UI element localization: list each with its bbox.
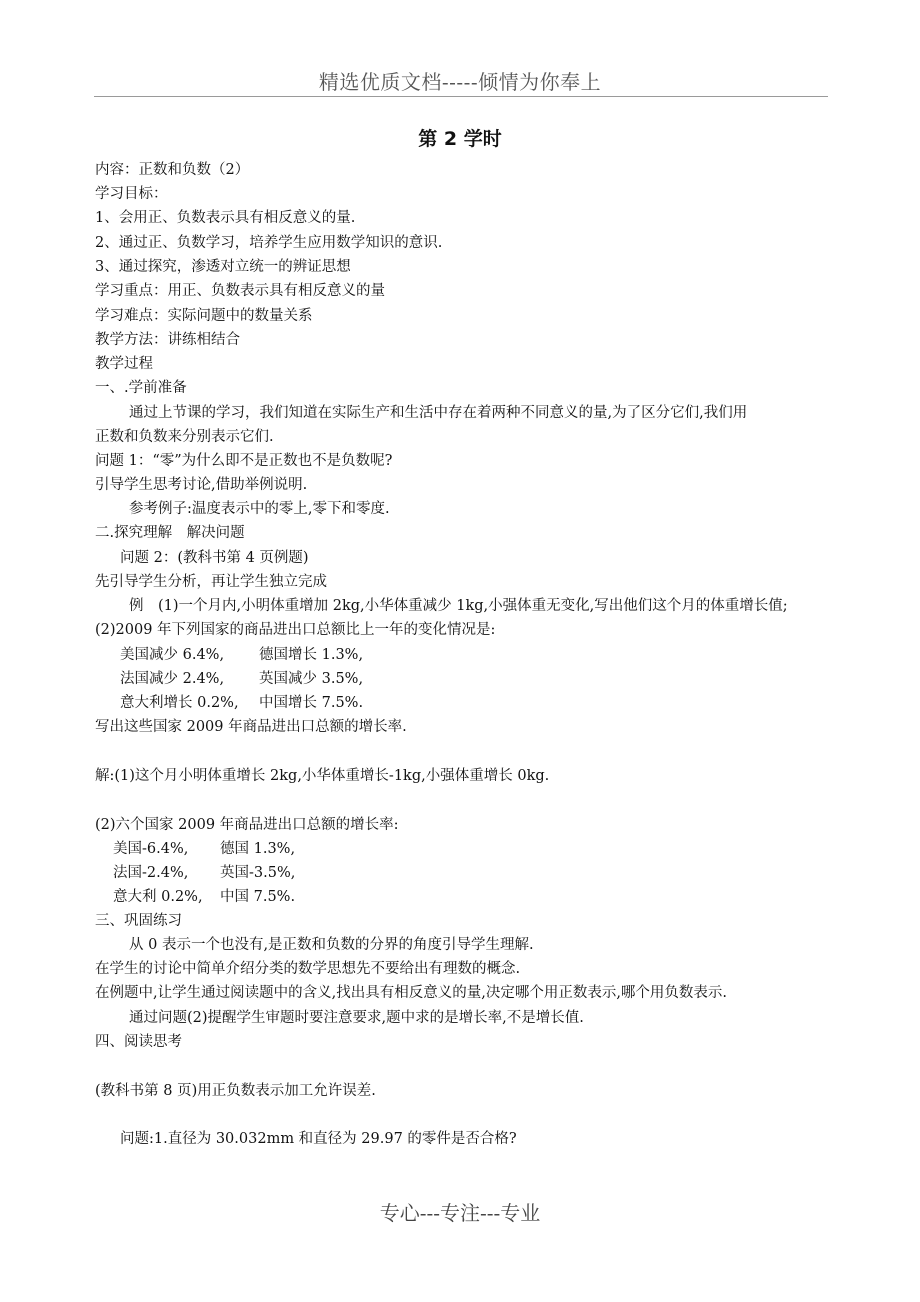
section-1-paragraph-cont: 正数和负数来分别表示它们. xyxy=(95,429,274,445)
change-germany: 德国增长 1.3%, xyxy=(259,647,364,663)
key-point: 学习重点：用正、负数表示具有相反意义的量 xyxy=(95,283,385,299)
guide-2: 先引导学生分析，再让学生独立完成 xyxy=(95,574,327,590)
question-2: 问题 2：(教科书第 4 页例题) xyxy=(120,550,309,566)
section-3-paragraph-1: 从 0 表示一个也没有,是正数和负数的分界的角度引导学生理解. xyxy=(129,937,534,953)
section-3-paragraph-2: 在学生的讨论中简单介绍分类的数学思想先不要给出有理数的概念. xyxy=(95,961,521,977)
rate-france: 法国-2.4%, xyxy=(113,865,189,881)
question-1: 问题 1：“零”为什么即不是正数也不是负数呢? xyxy=(95,453,393,469)
rate-china: 中国 7.5%. xyxy=(220,889,296,905)
change-usa: 美国减少 6.4%, xyxy=(120,647,225,663)
section-4-question: 问题:1.直径为 30.032mm 和直径为 29.97 的零件是否合格? xyxy=(120,1131,517,1147)
example-2: (2)2009 年下列国家的商品进出口总额比上一年的变化情况是: xyxy=(95,622,496,638)
solution-1: 解:(1)这个月小明体重增长 2kg,小华体重增长-1kg,小强体重增长 0kg. xyxy=(95,768,550,784)
example-1: 例 (1)一个月内,小明体重增加 2kg,小华体重减少 1kg,小强体重无变化,写出他们这个月的体重增长值; xyxy=(129,598,788,614)
rate-usa: 美国-6.4%, xyxy=(113,841,189,857)
goal-1: 1、会用正、负数表示具有相反意义的量. xyxy=(95,210,356,226)
difficulty: 学习难点：实际问题中的数量关系 xyxy=(95,308,313,324)
header-divider xyxy=(94,96,828,97)
section-2-title: 二.探究理解 解决问题 xyxy=(95,525,245,541)
page-footer: 专心---专注---专业 xyxy=(379,1201,541,1225)
change-france: 法国减少 2.4%, xyxy=(120,671,225,687)
solution-2: (2)六个国家 2009 年商品进出口总额的增长率: xyxy=(95,817,399,833)
guide-1: 引导学生思考讨论,借助举例说明. xyxy=(95,477,308,493)
content-line: 内容：正数和负数（2） xyxy=(95,162,250,178)
write-growth-rate: 写出这些国家 2009 年商品进出口总额的增长率. xyxy=(95,719,407,735)
change-china: 中国增长 7.5%. xyxy=(259,695,364,711)
rate-germany: 德国 1.3%, xyxy=(220,841,296,857)
section-1-paragraph: 通过上节课的学习，我们知道在实际生产和生活中存在着两种不同意义的量,为了区分它们,我们用 xyxy=(129,405,748,421)
section-4-title: 四、阅读思考 xyxy=(95,1034,182,1050)
change-uk: 英国减少 3.5%, xyxy=(259,671,364,687)
example-reference: 参考例子:温度表示中的零上,零下和零度. xyxy=(129,501,390,517)
goal-3: 3、通过探究，渗透对立统一的辨证思想 xyxy=(95,259,351,275)
section-3-paragraph-4: 通过问题(2)提醒学生审题时要注意要求,题中求的是增长率,不是增长值. xyxy=(129,1010,584,1026)
rate-uk: 英国-3.5%, xyxy=(220,865,296,881)
section-1-title: 一、.学前准备 xyxy=(95,380,187,396)
section-3-paragraph-3: 在例题中,让学生通过阅读题中的含义,找出具有相反意义的量,决定哪个用正数表示,哪个用负数表示. xyxy=(95,985,728,1001)
teaching-method: 教学方法：讲练相结合 xyxy=(95,332,240,348)
page-header: 精选优质文档-----倾情为你奉上 xyxy=(318,70,602,94)
teaching-process: 教学过程 xyxy=(95,356,153,372)
rate-italy: 意大利 0.2%, xyxy=(113,889,203,905)
section-4-paragraph: (教科书第 8 页)用正负数表示加工允许误差. xyxy=(95,1083,376,1099)
change-italy: 意大利增长 0.2%, xyxy=(120,695,239,711)
goals-label: 学习目标： xyxy=(95,186,168,202)
page-title: 第 2 学时 xyxy=(418,128,502,150)
goal-2: 2、通过正、负数学习，培养学生应用数学知识的意识. xyxy=(95,235,443,251)
section-3-title: 三、巩固练习 xyxy=(95,913,182,929)
